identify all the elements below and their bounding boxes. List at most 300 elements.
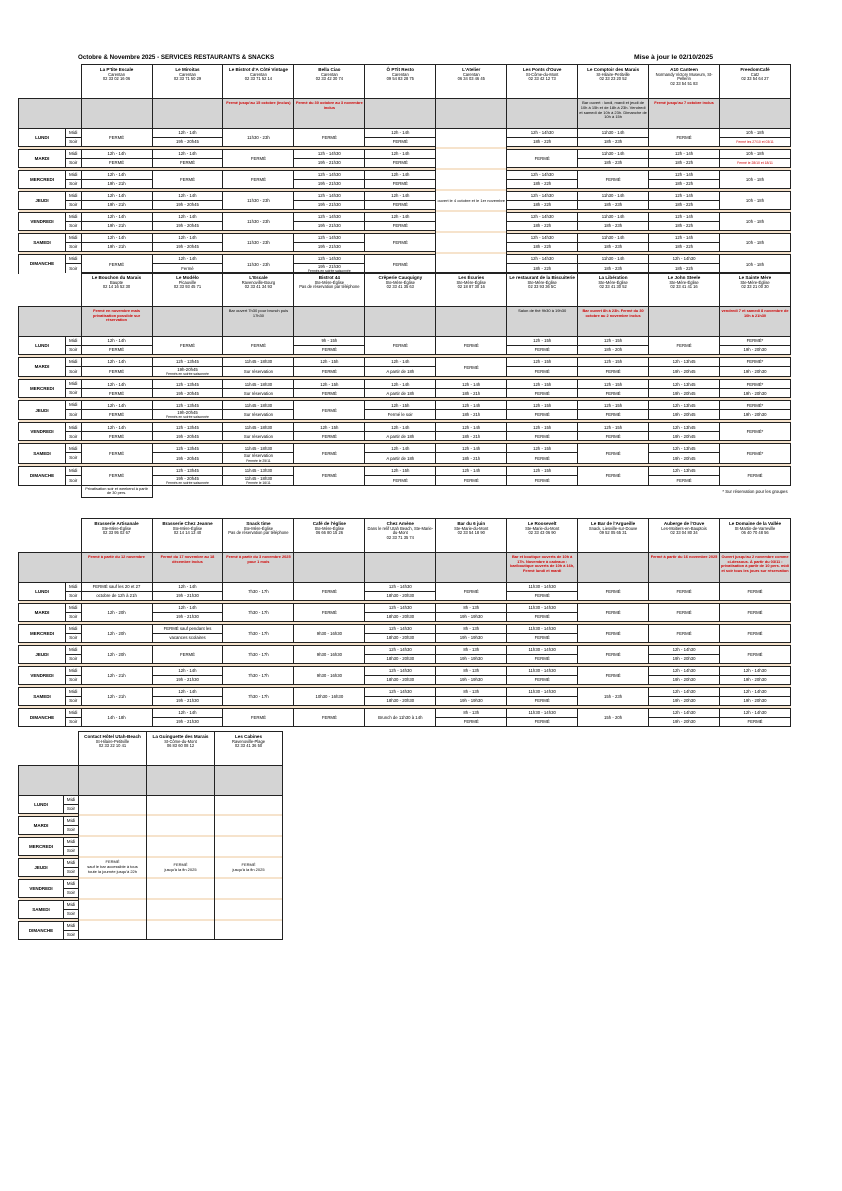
time-text: 12h - 15h: [533, 445, 552, 451]
schedule-table-2: [18, 272, 791, 498]
time-text: 12h - 14h: [391, 193, 410, 199]
time-text: 18h - 22h: [674, 244, 694, 250]
time-text: 12h - 14h30: [530, 256, 554, 262]
restaurant-header: [365, 273, 436, 307]
time-text: FERMÉ: [463, 588, 479, 594]
note-corner: [19, 307, 82, 337]
time-text: 12h - 14h: [674, 193, 694, 199]
day-name: MERCREDI: [28, 843, 53, 849]
time-cell-soir: [507, 222, 578, 231]
time-cell: [649, 583, 720, 601]
time-cell: [223, 583, 294, 601]
time-cell-soir: [365, 389, 436, 398]
time-text: 12h - 14h30: [317, 256, 341, 262]
time-remark: Fermée le 16/11: [246, 480, 271, 485]
midi-text: Midi: [69, 193, 78, 199]
restaurant-name: Le Comptoir des Marais: [587, 67, 640, 72]
time-text: FERMÉ: [179, 176, 195, 182]
time-cell-midi: [436, 401, 507, 410]
restaurant-name: Chez Amène: [386, 521, 414, 526]
time-text: 11h45 - 18h30: [244, 381, 273, 387]
time-text: 12h - 13h45: [176, 381, 199, 387]
soir-label: [65, 138, 81, 147]
time-cell-soir: [152, 475, 223, 485]
time-text: 7h30 - 17h: [248, 630, 269, 636]
time-text: 19h - 21h30: [317, 181, 341, 187]
time-cell-soir: [507, 453, 578, 463]
time-text: 11h30 - 14h: [601, 256, 625, 262]
time-text: 12h - 14h30: [317, 214, 341, 220]
midi-label: [65, 129, 81, 138]
time-text: 12h - 14h: [674, 235, 694, 241]
time-text: 18h - 22h: [533, 266, 552, 272]
restaurant-note: [152, 99, 223, 129]
day-name: LUNDI: [35, 588, 49, 594]
time-text: FERMÉ: [463, 342, 479, 348]
restaurant-name: Snack time: [246, 521, 271, 526]
time-text: 12h - 14h30: [530, 130, 554, 136]
time-text: 15h - 23h: [604, 693, 623, 699]
time-text: 12h - 14h: [107, 424, 126, 430]
time-cell: [81, 625, 152, 643]
time-text: 12h - 14h: [178, 584, 197, 590]
time-cell-midi: [649, 171, 720, 180]
time-text: 11h30 - 23h: [247, 197, 270, 203]
restaurant-phone: 02 33 41 41 16: [670, 284, 698, 290]
restaurant-header: [223, 65, 294, 99]
time-text: A partir de 18h: [386, 433, 415, 439]
time-text: 12h - 14h: [462, 445, 481, 451]
note-corner: [19, 553, 82, 583]
restaurant-header: [147, 732, 215, 766]
time-cell-soir: [294, 159, 365, 168]
day-name: LUNDI: [35, 134, 49, 140]
midi-text: Midi: [69, 647, 78, 653]
restaurant-note: [223, 307, 294, 337]
time-cell-midi: [365, 667, 436, 676]
restaurant-header: [578, 273, 649, 307]
time-cell-midi: [436, 380, 507, 389]
time-text: 12h - 14h: [391, 214, 410, 220]
time-text: FERMÉ: [747, 473, 763, 479]
soir-text: Soir: [69, 412, 78, 418]
note-corner: [19, 99, 82, 129]
time-text: FERMÉ: [179, 160, 195, 166]
time-text: 12h - 14h: [391, 445, 410, 451]
time-cell-soir: [578, 159, 649, 168]
day-label: [19, 234, 66, 252]
restaurant-note: [147, 766, 215, 796]
restaurant-name: Brasserie Chez Jeanne: [162, 521, 213, 526]
restaurant-location: Carentan: [462, 71, 480, 77]
time-text: 12h - 14h30: [388, 668, 412, 674]
time-text: 19h - 20h30: [672, 677, 696, 683]
midi-label: [65, 213, 81, 222]
time-text: FERMÉ: [534, 390, 550, 396]
restaurant-name: Crêperie Cauquigny: [378, 275, 423, 280]
time-cell-soir: [365, 367, 436, 377]
time-cell-soir: [81, 222, 152, 231]
time-text: FERMÉ: [392, 139, 408, 145]
restaurant-location: Ste-Marie-du-Mont: [454, 525, 489, 531]
midi-text: Midi: [69, 172, 78, 178]
restaurant-phone: 06 40 70 48 56: [741, 530, 769, 536]
time-cell-midi: [720, 358, 791, 367]
time-cell-soir: [649, 243, 720, 252]
time-cell-midi: [152, 150, 223, 159]
soir-label: [65, 718, 81, 727]
time-cell-midi: [294, 337, 365, 346]
soir-text: Soir: [69, 202, 78, 208]
time-cell-midi: [152, 583, 223, 592]
time-text: 19h - 21h30: [176, 677, 199, 683]
time-cell-midi: [81, 401, 152, 410]
restaurant-note: [365, 99, 436, 129]
restaurant-note: [223, 99, 294, 129]
time-text: 12h - 15h: [533, 402, 552, 408]
time-text: FERMÉ: [676, 609, 692, 615]
time-cell-midi: [152, 234, 223, 243]
time-cell-midi: [649, 688, 720, 697]
soir-text: Soir: [69, 477, 78, 483]
restaurant-header: [578, 519, 649, 553]
time-cell-soir: [365, 453, 436, 463]
time-cell: [720, 255, 791, 274]
time-text: 11h45 - 13h30: [244, 468, 273, 474]
closure-text: FERMÉ: [173, 861, 188, 867]
time-cell: [223, 337, 294, 355]
midi-label: [65, 444, 81, 453]
midi-label: [65, 171, 81, 180]
time-text: 10h - 18h: [745, 151, 765, 157]
time-cell-soir: [507, 718, 578, 727]
time-cell-soir: [436, 697, 507, 706]
time-text: 11h30 - 23h: [247, 134, 270, 140]
closure-text: sauf le bar accessible à tous: [87, 864, 138, 870]
restaurant-phone: 06 66 80 15 26: [315, 530, 344, 536]
time-cell-soir: [294, 432, 365, 441]
day-name: MERCREDI: [29, 176, 54, 182]
time-text: FERMÉ: [605, 630, 621, 636]
time-cell-midi: [365, 646, 436, 655]
time-text: FERMÉ: [605, 369, 621, 375]
time-cell-midi: [507, 625, 578, 634]
time-text: 12h - 14h: [107, 402, 126, 408]
time-cell-soir: [365, 697, 436, 706]
time-cell-soir: [223, 410, 294, 420]
restaurant-phone: 02 18 87 30 16: [457, 284, 485, 290]
time-text: FERMÉ*: [746, 402, 764, 408]
time-cell-midi: [436, 466, 507, 475]
time-text: 19h - 19h30: [459, 698, 483, 704]
time-text: FERMÉ sauf les 20 et 27: [92, 584, 141, 590]
day-name: VENDREDI: [29, 885, 53, 891]
time-cell: [81, 709, 152, 727]
restaurant-note: [81, 553, 152, 583]
midi-text: Midi: [69, 130, 78, 136]
restaurant-header: [507, 273, 578, 307]
time-text: FERMÉ: [605, 176, 621, 182]
time-text: 12h - 14h: [107, 151, 126, 157]
time-text: 19h - 20h45: [176, 433, 199, 439]
time-cell-soir: [720, 389, 791, 398]
time-cell-midi: [152, 401, 223, 410]
time-text: 18h - 22h: [674, 223, 694, 229]
day-name: DIMANCHE: [29, 261, 55, 267]
time-cell: [294, 688, 365, 706]
time-cell-soir: [365, 613, 436, 622]
time-text: FERMÉ: [676, 342, 692, 348]
time-cell-midi: [294, 358, 365, 367]
time-text: 12h - 13h45: [672, 402, 696, 408]
time-text: 12h - 15h: [533, 359, 552, 365]
time-text: 12h - 14h: [107, 172, 126, 178]
day-name: SAMEDI: [33, 693, 51, 699]
midi-text: Midi: [69, 710, 78, 716]
note-text: Bar ouvert 7h30 pour brunch puis 17h30: [228, 308, 289, 318]
time-cell: [720, 171, 791, 189]
restaurant-name: Bar du 6 juin: [457, 521, 486, 526]
footer-note-right: [720, 485, 791, 497]
time-cell-soir: [365, 222, 436, 231]
restaurant-header: [79, 732, 147, 766]
time-text: FERMÉ: [676, 134, 692, 140]
time-text: FERMÉ: [179, 342, 195, 348]
time-cell: [223, 625, 294, 643]
time-text: 9h - 15h: [321, 338, 338, 344]
time-cell-midi: [507, 667, 578, 676]
time-text: 19h - 21h30: [176, 719, 199, 725]
restaurant-name: Contact Hôtel Utah-Beach: [84, 734, 141, 739]
time-cell-midi: [720, 129, 791, 138]
time-text: 18h - 23h: [604, 223, 623, 229]
time-text: FERMÉ: [534, 477, 550, 483]
time-cell-midi: [720, 688, 791, 697]
time-text: 12h - 14h: [391, 381, 410, 387]
time-cell-soir: [152, 634, 223, 643]
time-cell-midi: [365, 625, 436, 634]
time-text: 12h - 13h45: [672, 468, 696, 474]
restaurant-name: Brasserie Artisanale: [94, 521, 139, 526]
footer-note-left: [81, 485, 152, 497]
day-label: [19, 192, 66, 210]
time-cell-midi: [81, 171, 152, 180]
time-cell-midi: [294, 255, 365, 264]
time-text: 19h - 21h: [107, 181, 126, 187]
restaurant-note: [578, 553, 649, 583]
time-cell-soir: [649, 410, 720, 420]
time-text: FERMÉ: [605, 412, 621, 418]
day-label: [19, 423, 66, 441]
time-text: 12h - 13h45: [176, 402, 199, 408]
day-name: JEUDI: [35, 197, 49, 203]
midi-text: Midi: [69, 235, 78, 241]
time-cell-midi: [578, 213, 649, 222]
time-cell-midi: [649, 667, 720, 676]
time-cell-midi: [152, 192, 223, 201]
soir-label: [64, 826, 79, 835]
time-cell-midi: [365, 583, 436, 592]
day-name: DIMANCHE: [29, 714, 55, 720]
time-text: FERMÉ: [463, 477, 479, 483]
midi-label: [65, 604, 81, 613]
time-text: Fermé: [181, 266, 194, 272]
time-cell: [720, 423, 791, 441]
time-cell-soir: [720, 138, 791, 147]
time-text: 19h - 20h45: [176, 475, 199, 481]
time-cell-soir: [649, 718, 720, 727]
time-cell: [578, 709, 649, 727]
day-label: [19, 604, 66, 622]
restaurant-name: Les Ponts d'Ouve: [522, 67, 562, 72]
time-cell-soir: [365, 138, 436, 147]
time-cell-soir: [365, 180, 436, 189]
soir-label: [65, 475, 81, 485]
note-text: Fermé jusqu'au 7 octobre inclus: [654, 100, 714, 105]
time-cell-soir: [436, 676, 507, 685]
time-text: 12h - 21h: [107, 693, 126, 699]
time-text: FERMÉ: [534, 677, 550, 683]
midi-text: Midi: [69, 584, 78, 590]
time-cell-midi: [507, 358, 578, 367]
restaurant-phone: 02 33 54 64 27: [741, 76, 769, 82]
restaurant-phone: 02 33 41 35 63: [386, 284, 414, 290]
time-cell-soir: [81, 346, 152, 355]
time-cell-midi: [152, 358, 223, 367]
midi-label: [65, 380, 81, 389]
time-cell-soir: [436, 655, 507, 664]
restaurant-header: [649, 273, 720, 307]
soir-label: [65, 159, 81, 168]
time-text: 12h - 15h: [604, 402, 623, 408]
restaurant-name: Auberge de l'Ouve: [663, 521, 705, 526]
restaurant-header: [436, 519, 507, 553]
time-cell: [294, 709, 365, 727]
time-text: A partir de 18h: [386, 369, 415, 375]
time-text: 19h - 19h30: [459, 614, 483, 620]
soir-label: [64, 910, 79, 919]
time-cell-midi: [436, 688, 507, 697]
time-cell-midi: [152, 625, 223, 634]
soir-label: [65, 201, 81, 210]
time-cell-midi: [720, 337, 791, 346]
time-text: 19h - 20h30: [743, 369, 767, 375]
time-text: 12h - 14h: [107, 359, 126, 365]
time-text: 9h30 - 16h30: [316, 630, 343, 636]
time-cell-soir: [365, 201, 436, 210]
time-text: FERMÉ: [392, 202, 408, 208]
time-cell-midi: [152, 709, 223, 718]
time-text: 12h - 15h: [604, 338, 623, 344]
restaurant-phone: 02 33 41 36 50: [234, 743, 263, 749]
time-cell-midi: [649, 444, 720, 453]
restaurant-name: Le Bouchon du Marais: [91, 275, 142, 280]
time-cell-midi: [649, 150, 720, 159]
time-remark: Fermés en soirée saisonnée: [166, 372, 209, 377]
time-text: 19h-20h45: [177, 410, 198, 416]
time-text: 8h - 13h: [463, 668, 480, 674]
time-cell-midi: [152, 466, 223, 475]
time-cell-soir: [649, 697, 720, 706]
time-text: 7h30 - 17h: [248, 672, 269, 678]
time-cell-midi: [578, 255, 649, 264]
time-cell-midi: [81, 192, 152, 201]
time-cell-midi: [365, 380, 436, 389]
time-text: 19h - 20h45: [176, 139, 199, 145]
time-text: FERMÉ*: [746, 359, 764, 365]
day-label: [19, 380, 66, 398]
restaurant-header: [507, 65, 578, 99]
day-label: [19, 583, 66, 601]
restaurant-note: [649, 99, 720, 129]
midi-label: [65, 358, 81, 367]
restaurant-name: Le Bar de l'Argueille: [590, 521, 636, 526]
time-cell-midi: [720, 667, 791, 676]
time-cell-soir: [578, 138, 649, 147]
time-cell: [365, 709, 436, 727]
time-text: 18h30 - 20h30: [386, 635, 415, 641]
restaurant-note: [223, 553, 294, 583]
midi-label: [65, 583, 81, 592]
restaurant-phone: 02 33 54 18 90: [457, 530, 485, 536]
time-text: 19h - 21h: [107, 223, 126, 229]
restaurant-header: [81, 65, 152, 99]
time-cell: [294, 583, 365, 601]
time-text: Brunch de 11h30 à 14h: [378, 714, 423, 720]
time-cell-midi: [507, 171, 578, 180]
time-cell-midi: [578, 380, 649, 389]
day-label: [19, 688, 66, 706]
time-cell-soir: [436, 410, 507, 420]
time-text: 18h - 21h: [462, 433, 481, 439]
time-text: 19h - 19h30: [459, 656, 483, 662]
time-cell-midi: [578, 337, 649, 346]
time-cell-midi: [365, 423, 436, 432]
time-text: 10h - 18h: [745, 176, 765, 182]
time-text: Sur réservation: [243, 412, 273, 418]
time-text: 12h - 21h: [107, 672, 126, 678]
time-text: FERMÉ: [250, 714, 266, 720]
midi-text: Midi: [69, 626, 78, 632]
restaurant-phone: 02 33 54 51 83: [670, 81, 698, 87]
time-text: 10h - 18h: [745, 261, 765, 267]
time-cell-soir: [578, 222, 649, 231]
midi-text: Midi: [66, 923, 76, 929]
time-cell: [294, 625, 365, 643]
time-cell-soir: [720, 718, 791, 727]
time-text: 12h - 14h30: [672, 668, 696, 674]
time-cell: [81, 688, 152, 706]
time-cell-midi: [436, 625, 507, 634]
time-text: FERMÉ: [605, 473, 621, 479]
time-text: 19h - 20h45: [176, 455, 199, 461]
time-text: 18h - 22h: [674, 181, 694, 187]
time-text: 12h - 14h30: [388, 626, 412, 632]
time-text: 11h30 - 14h: [601, 193, 625, 199]
restaurant-location: Carentan: [391, 71, 409, 77]
time-text: 12h - 14h: [391, 424, 410, 430]
time-text: FERMÉ: [463, 364, 479, 370]
time-text: 11h45 - 18h30: [244, 402, 273, 408]
restaurant-header: [649, 65, 720, 99]
time-cell-midi: [365, 171, 436, 180]
time-cell-midi: [507, 255, 578, 264]
time-text: FERMÉ: [534, 719, 550, 725]
time-cell-midi: [720, 150, 791, 159]
time-cell: [436, 358, 507, 377]
time-text: FERMÉ: [392, 239, 408, 245]
restaurant-phone: Pas de réservation par téléphone: [228, 530, 289, 536]
